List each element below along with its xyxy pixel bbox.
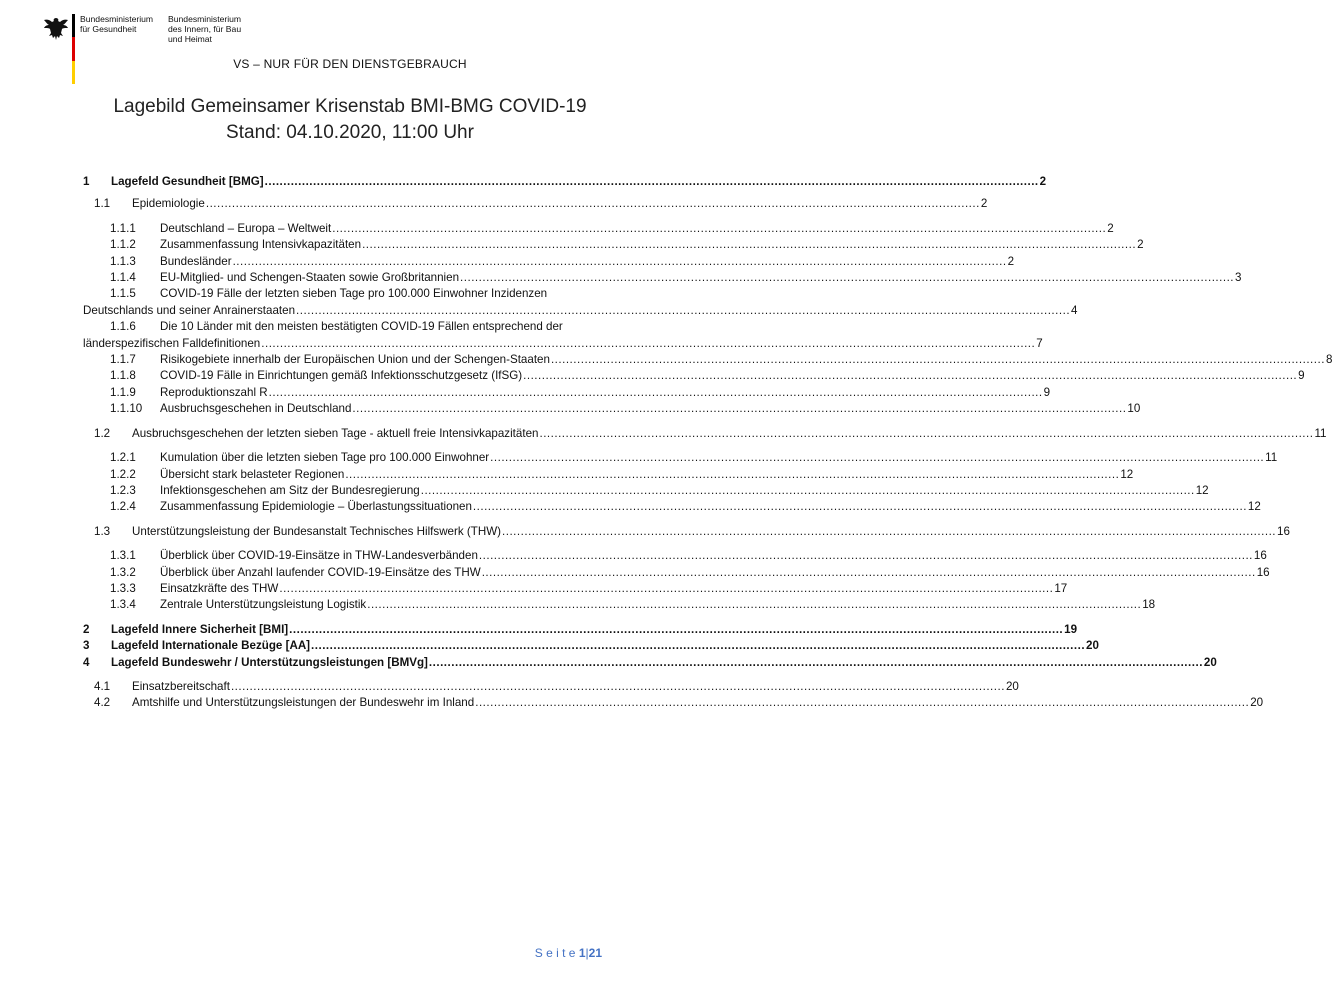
toc-entry[interactable] — [83, 524, 1290, 540]
toc-number: 1.2 — [94, 426, 111, 440]
toc-page: 16 — [1253, 549, 1267, 563]
toc-entry[interactable] — [83, 467, 1134, 483]
toc-text: Zusammenfassung Intensivkapazitäten — [160, 238, 362, 252]
toc-page: 2 — [1107, 221, 1114, 235]
toc-entry[interactable] — [83, 622, 1078, 638]
toc-number: 2 — [83, 622, 90, 636]
table-of-contents — [83, 174, 1332, 712]
toc-leader — [460, 270, 1234, 286]
toc-text: Zentrale Unterstützungsleistung Logistik — [160, 598, 367, 612]
toc-text: Bundesländer — [160, 254, 232, 268]
toc-leader — [362, 237, 1136, 253]
toc-text: Einsatzbereitschaft — [132, 679, 230, 693]
toc-page: 9 — [1298, 369, 1305, 383]
toc-page: 20 — [1250, 696, 1264, 710]
toc-number: 1.1.5 — [110, 287, 136, 301]
toc-leader — [490, 450, 1264, 466]
toc-leader — [539, 426, 1313, 442]
toc-entry[interactable] — [83, 499, 1261, 515]
toc-page: 8 — [1325, 353, 1332, 367]
toc-leader — [479, 548, 1253, 564]
toc-page: 12 — [1195, 483, 1209, 497]
toc-leader — [475, 695, 1249, 711]
toc-number: 3 — [83, 639, 90, 653]
toc-number: 1.3.4 — [110, 598, 136, 612]
toc-number: 1.3.1 — [110, 549, 136, 563]
toc-text: Epidemiologie — [132, 197, 205, 211]
toc-text: Lagefeld Gesundheit [BMG] — [111, 175, 264, 188]
toc-leader — [429, 655, 1203, 671]
toc-leader — [523, 368, 1297, 384]
toc-entry[interactable] — [83, 196, 988, 212]
toc-number: 1.2.4 — [110, 500, 136, 514]
toc-text: Deutschland – Europa – Weltweit — [160, 221, 332, 235]
toc-number: 1.2.3 — [110, 483, 136, 497]
toc-entry[interactable] — [83, 237, 1144, 253]
toc-entry[interactable] — [83, 352, 1332, 368]
current-page-number: 1 — [578, 946, 586, 960]
toc-entry[interactable] — [83, 450, 1278, 466]
toc-entry[interactable] — [83, 565, 1270, 581]
toc-number: 1.1.10 — [110, 402, 143, 416]
toc-entry[interactable] — [83, 221, 1114, 237]
toc-page: 17 — [1054, 581, 1068, 595]
toc-entry[interactable] — [83, 174, 1047, 190]
toc-entry[interactable] — [83, 385, 1051, 401]
toc-leader — [289, 622, 1063, 638]
toc-leader — [265, 174, 1039, 190]
toc-text: Reproduktionszahl R — [160, 385, 268, 399]
toc-text: Lagefeld Internationale Bezüge [AA] — [111, 639, 311, 653]
toc-entry[interactable] — [83, 548, 1267, 564]
title-line-2: Stand: 04.10.2020, 11:00 Uhr — [226, 122, 474, 143]
toc-page: 12 — [1120, 467, 1134, 481]
toc-text: Überblick über Anzahl laufender COVID-19-Einsätze des THW — [160, 565, 481, 579]
toc-leader — [352, 401, 1126, 417]
toc-number: 1.3.2 — [110, 565, 136, 579]
toc-page: 9 — [1043, 385, 1051, 399]
toc-leader — [367, 597, 1141, 613]
toc-entry[interactable] — [83, 581, 1068, 597]
toc-text: EU-Mitglied- und Schengen-Staaten sowie Großbritannien — [160, 271, 460, 285]
toc-entry[interactable] — [83, 319, 1043, 352]
toc-number: 4.2 — [94, 696, 111, 710]
toc-entry[interactable] — [83, 401, 1141, 417]
toc-page: 20 — [1005, 679, 1019, 693]
toc-leader — [279, 581, 1053, 597]
toc-page: 20 — [1086, 639, 1099, 653]
toc-leader — [502, 524, 1276, 540]
toc-leader — [551, 352, 1325, 368]
toc-number: 1 — [83, 175, 90, 188]
toc-page: 20 — [1203, 655, 1217, 669]
toc-number: 1.3.3 — [110, 581, 136, 595]
toc-leader — [261, 336, 1035, 352]
toc-leader — [231, 679, 1005, 695]
toc-entry[interactable] — [83, 270, 1242, 286]
toc-page: 10 — [1127, 402, 1141, 416]
toc-entry[interactable] — [83, 254, 1015, 270]
toc-text: Unterstützungsleistung der Bundesanstalt Technisches Hilfswerk (THW) — [132, 524, 502, 538]
toc-leader — [206, 196, 980, 212]
toc-leader — [332, 221, 1106, 237]
toc-page: 2 — [980, 197, 988, 211]
toc-entry[interactable] — [83, 655, 1217, 671]
toc-text: Lagefeld Bundeswehr / Unterstützungsleistungen [BMVg] — [111, 655, 428, 669]
title-line-1: Lagebild Gemeinsamer Krisenstab BMI-BMG COVID-19 — [113, 96, 587, 117]
toc-number: 1.1.9 — [110, 385, 136, 399]
page-footer — [535, 946, 602, 960]
toc-page: 7 — [1036, 336, 1043, 350]
toc-entry[interactable] — [83, 368, 1305, 384]
toc-number: 1.1.8 — [110, 369, 136, 383]
classification-label: VS – NUR FÜR DEN DIENSTGEBRAUCH — [233, 57, 467, 71]
toc-text-continued: länderspezifischen Falldefinitionen — [83, 336, 261, 350]
toc-page: 16 — [1277, 524, 1290, 538]
toc-leader — [296, 303, 1070, 319]
toc-number: 1.1.4 — [110, 271, 136, 285]
toc-text: Einsatzkräfte des THW — [160, 581, 279, 595]
ministry-health-label: Bundesministerium für Gesundheit — [80, 14, 154, 34]
toc-text-continued: Deutschlands und seiner Anrainerstaaten — [83, 303, 296, 317]
toc-text: Risikogebiete innerhalb der Europäischen Union und der Schengen-Staaten — [160, 353, 550, 367]
toc-number: 1.2.2 — [110, 467, 136, 481]
toc-text: Überblick über COVID-19-Einsätze in THW-Landesverbänden — [160, 549, 478, 563]
page-label: S e i t e — [534, 946, 576, 960]
toc-page: 12 — [1247, 500, 1261, 514]
german-flag-bar — [72, 14, 75, 84]
toc-text: Ausbruchsgeschehen der letzten sieben Tage - aktuell freie Intensivkapazitäten — [132, 426, 539, 440]
toc-number: 1.1.2 — [110, 238, 136, 252]
page-separator: | — [585, 946, 589, 960]
ministry-interior-label: Bundesministerium des Innern, für Bau und Heimat — [168, 14, 242, 44]
toc-entry[interactable] — [83, 426, 1327, 442]
toc-text: COVID-19 Fälle in Einrichtungen gemäß Infektionsschutzgesetz (IfSG) — [160, 369, 523, 383]
toc-text: Kumulation über die letzten sieben Tage pro 100.000 Einwohner — [160, 451, 490, 465]
toc-entry[interactable] — [83, 286, 1078, 319]
toc-page: 2 — [1039, 175, 1047, 188]
page-title — [0, 94, 700, 146]
toc-page: 4 — [1071, 303, 1078, 317]
toc-text: Ausbruchsgeschehen in Deutschland — [160, 402, 352, 416]
toc-number: 1.1 — [94, 197, 111, 211]
toc-leader — [269, 385, 1043, 401]
toc-page: 2 — [1007, 254, 1015, 268]
toc-number: 4.1 — [94, 679, 111, 693]
toc-page: 18 — [1142, 598, 1156, 612]
toc-page: 11 — [1314, 426, 1327, 440]
toc-number: 1.3 — [94, 524, 111, 538]
toc-entry[interactable] — [83, 483, 1209, 499]
toc-entry[interactable] — [83, 679, 1019, 695]
toc-number: 1.2.1 — [110, 451, 136, 465]
total-pages: 21 — [588, 946, 602, 960]
toc-leader — [311, 638, 1085, 654]
toc-leader — [345, 467, 1119, 483]
toc-number: 1.1.3 — [110, 254, 136, 268]
toc-text: Zusammenfassung Epidemiologie – Überlastungssituationen — [160, 500, 472, 514]
toc-number: 1.1.7 — [110, 353, 136, 367]
toc-entry[interactable] — [83, 638, 1099, 654]
toc-leader — [482, 565, 1256, 581]
toc-leader — [233, 254, 1007, 270]
toc-entry[interactable] — [83, 597, 1156, 613]
toc-text: Infektionsgeschehen am Sitz der Bundesregierung — [160, 483, 420, 497]
toc-page: 11 — [1265, 451, 1278, 465]
toc-page: 2 — [1137, 238, 1144, 252]
toc-text: Die 10 Länder mit den meisten bestätigten COVID-19 Fällen entsprechend der — [160, 320, 563, 334]
toc-page: 19 — [1064, 622, 1078, 636]
toc-entry[interactable] — [83, 695, 1264, 711]
toc-leader — [421, 483, 1195, 499]
toc-text: COVID-19 Fälle der letzten sieben Tage pro 100.000 Einwohner Inzidenzen — [160, 287, 548, 301]
federal-eagle-icon — [42, 16, 70, 42]
toc-text: Lagefeld Innere Sicherheit [BMI] — [111, 622, 289, 636]
toc-number: 4 — [83, 655, 90, 669]
toc-page: 16 — [1256, 565, 1270, 579]
toc-number: 1.1.6 — [110, 320, 136, 334]
toc-text: Übersicht stark belasteter Regionen — [160, 467, 345, 481]
toc-leader — [473, 499, 1247, 515]
toc-number: 1.1.1 — [110, 221, 136, 235]
toc-text: Amtshilfe und Unterstützungsleistungen der Bundeswehr im Inland — [132, 696, 475, 710]
toc-page: 3 — [1235, 271, 1242, 285]
